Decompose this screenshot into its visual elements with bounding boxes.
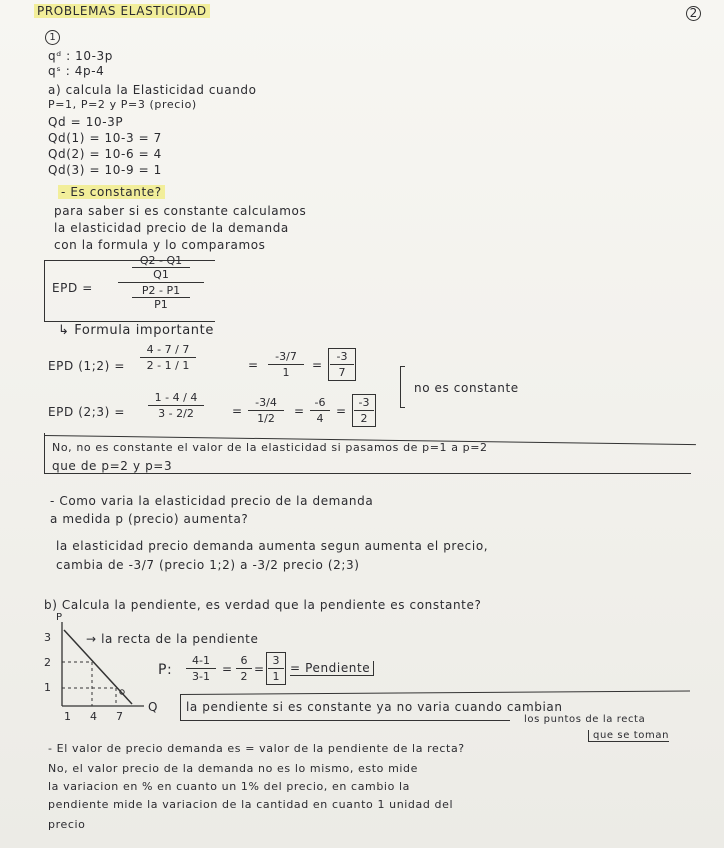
epd23-r1-num: -3/4 [255, 396, 277, 409]
slope-note: la pendiente si es constante ya no varia cuando cambian [186, 700, 563, 714]
epd12-den: 2 - 1 / 1 [146, 359, 190, 372]
slope-f3-num: 3 [272, 654, 280, 667]
epd23-label: EPD (2;3) = [48, 405, 126, 419]
graph-x-tick-1: 1 [64, 710, 72, 723]
not-constant-label: no es constante [414, 381, 519, 395]
formula-note: ↳ Formula importante [58, 323, 214, 338]
explanation-line-1: para saber si es constante calculamos [54, 204, 307, 218]
slope-note-box-top [180, 690, 690, 695]
slope-fraction-3 [266, 652, 286, 685]
epd23-result-2 [310, 396, 330, 425]
constant-question: - Es constante? [58, 185, 165, 199]
slope-eq1: = [222, 662, 233, 676]
graph-annotation: → la recta de la pendiente [86, 632, 259, 646]
explanation-line-2: la elasticidad precio de la demanda [54, 221, 289, 235]
part-a-prices: P=1, P=2 y P=3 (precio) [48, 98, 197, 111]
epd12-label: EPD (1;2) = [48, 359, 126, 373]
question3: - El valor de precio demanda es = valor de la pendiente de la recta? [48, 742, 465, 755]
epd12-eq1: = [248, 358, 259, 372]
epd23-den: 3 - 2/2 [158, 407, 194, 420]
problem-number: 1 [45, 30, 60, 45]
graph-x-tick-4: 4 [90, 710, 98, 723]
epd12-r1-num: -3/7 [275, 350, 297, 363]
epd23-r2-den: 4 [316, 412, 324, 425]
page-mark: 2 [686, 6, 701, 21]
formula-den: P2 - P1 [141, 284, 181, 297]
slope-f3-den: 1 [272, 670, 280, 683]
answer2-line-1: la elasticidad precio demanda aumenta segun aumenta el precio, [56, 539, 489, 553]
epd23-result-1 [248, 396, 284, 425]
question2-line-1: - Como varia la elasticidad precio de la demanda [50, 494, 374, 508]
graph-y-tick-2: 2 [44, 656, 52, 669]
qd-3: Qd(3) = 10-9 = 1 [48, 163, 162, 177]
slope-f1-den: 3-1 [192, 670, 210, 683]
epd12-r1-den: 1 [282, 366, 290, 379]
slope-note-3: que se toman [588, 730, 669, 742]
conclusion-line-1: No, no es constante el valor de la elasticidad si pasamos de p=1 a p=2 [52, 441, 488, 454]
epd12-fraction [140, 343, 196, 372]
slope-result: = Pendiente [290, 661, 374, 676]
epd12-result-1 [268, 350, 304, 379]
slope-note-box-bottom [180, 720, 510, 721]
slope-fraction-1 [186, 654, 216, 683]
epd12-result-2 [328, 348, 356, 381]
epd12-r2-den: 7 [338, 366, 346, 379]
graph-axis-p: P [56, 612, 63, 623]
comparison-bracket [400, 366, 405, 408]
epd23-fraction [148, 391, 204, 420]
graph-y-tick-1: 1 [44, 681, 52, 694]
formula-label: EPD = [52, 281, 93, 295]
part-a-prompt: a) calcula la Elasticidad cuando [48, 83, 257, 97]
conclusion-line-2: que de p=2 y p=3 [52, 459, 173, 473]
epd12-eq2: = [312, 358, 323, 372]
qd-2: Qd(2) = 10-6 = 4 [48, 147, 162, 161]
answer3-line-1: No, el valor precio de la demanda no es lo mismo, esto mide [48, 762, 419, 775]
graph-y-tick-3: 3 [44, 631, 52, 644]
answer3-line-3: pendiente mide la variacion de la cantidad en cuanto 1 unidad del [48, 798, 454, 811]
supply-equation: qˢ : 4p-4 [48, 64, 105, 78]
formula-num: Q2 - Q1 [139, 254, 183, 267]
epd23-r3-den: 2 [360, 412, 368, 425]
epd23-result-3 [352, 394, 376, 427]
answer2-line-2: cambia de -3/7 (precio 1;2) a -3/2 precio (2;3) [56, 558, 360, 572]
formula-num-den: Q1 [153, 268, 169, 281]
slope-f2-num: 6 [240, 654, 248, 667]
explanation-line-3: con la formula y lo comparamos [54, 238, 266, 252]
slope-fraction-2 [236, 654, 252, 683]
qd-1: Qd(1) = 10-3 = 7 [48, 131, 162, 145]
page-title: PROBLEMAS ELASTICIDAD [34, 4, 210, 18]
slope-f1-num: 4-1 [192, 654, 210, 667]
answer3-line-4: precio [48, 818, 86, 831]
graph-x-tick-7: 7 [116, 710, 124, 723]
part-b-prompt: b) Calcula la pendiente, es verdad que la pendiente es constante? [44, 598, 482, 612]
qd-equation: Qd = 10-3P [48, 115, 124, 129]
epd23-r2-num: -6 [314, 396, 326, 409]
epd23-eq3: = [336, 404, 347, 418]
epd12-r2-num: -3 [336, 350, 348, 363]
slope-eq2: = [254, 662, 265, 676]
demand-graph [40, 612, 160, 722]
demand-equation: qᵈ : 10-3p [48, 49, 114, 63]
epd23-num: 1 - 4 / 4 [154, 391, 198, 404]
epd23-r1-den: 1/2 [257, 412, 275, 425]
slope-note-box-left [180, 694, 181, 720]
graph-axis-q: Q [148, 700, 159, 714]
slope-f2-den: 2 [240, 670, 248, 683]
epd23-eq2: = [294, 404, 305, 418]
slope-label: P: [158, 662, 173, 678]
question2-line-2: a medida p (precio) aumenta? [50, 512, 249, 526]
answer3-line-2: la variacion en % en cuanto un 1% del precio, en cambio la [48, 780, 411, 793]
formula-fraction [118, 254, 204, 311]
epd12-num: 4 - 7 / 7 [146, 343, 190, 356]
epd23-r3-num: -3 [358, 396, 370, 409]
epd23-eq1: = [232, 404, 243, 418]
slope-note-2: los puntos de la recta [524, 714, 646, 725]
formula-den-den: P1 [154, 298, 168, 311]
